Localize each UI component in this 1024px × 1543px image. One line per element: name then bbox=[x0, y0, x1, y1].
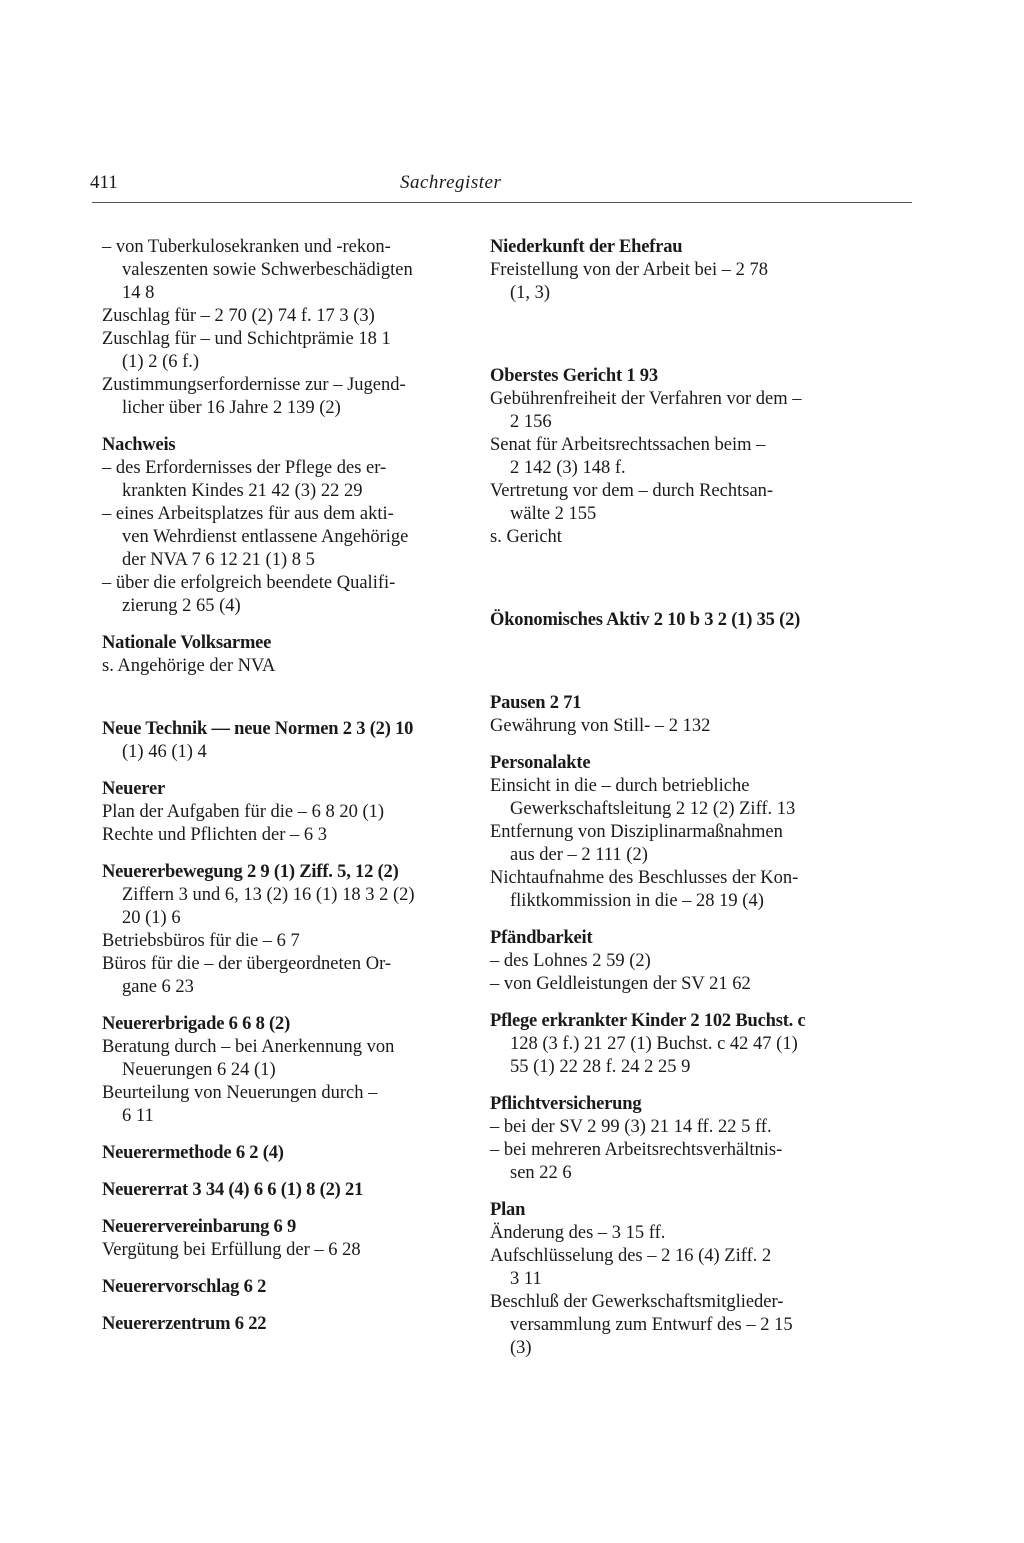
index-line: Neuerungen 6 24 (1) bbox=[122, 1060, 276, 1080]
index-line: zierung 2 65 (4) bbox=[122, 596, 241, 616]
index-line: Beurteilung von Neuerungen durch – bbox=[102, 1083, 378, 1103]
index-heading: Neue Technik — neue Normen 2 3 (2) 10 bbox=[102, 719, 414, 739]
index-heading: Neuererrat 3 34 (4) 6 6 (1) 8 (2) 21 bbox=[102, 1180, 364, 1200]
index-line: Nichtaufnahme des Beschlusses der Kon- bbox=[490, 868, 799, 888]
index-line: ven Wehrdienst entlassene Angehörige bbox=[122, 527, 409, 547]
index-heading: Neuererzentrum 6 22 bbox=[102, 1314, 267, 1334]
index-line: Beratung durch – bei Anerkennung von bbox=[102, 1037, 395, 1057]
index-entry bbox=[490, 692, 824, 738]
index-line: s. Angehörige der NVA bbox=[102, 656, 276, 676]
running-head: Sachregister bbox=[400, 172, 502, 193]
index-line: versammlung zum Entwurf des – 2 15 bbox=[510, 1315, 793, 1335]
index-heading: Neuerermethode 6 2 (4) bbox=[102, 1143, 284, 1163]
index-heading: Nationale Volksarmee bbox=[102, 633, 272, 653]
index-line: 3 11 bbox=[510, 1269, 542, 1289]
index-heading: Neuererbrigade 6 6 8 (2) bbox=[102, 1014, 291, 1034]
entry-spacer bbox=[490, 646, 824, 692]
index-line: Zuschlag für – 2 70 (2) 74 f. 17 3 (3) bbox=[102, 306, 375, 326]
index-heading: Neuererbewegung 2 9 (1) Ziff. 5, 12 (2) bbox=[102, 862, 399, 882]
index-line: Entfernung von Disziplinarmaßnahmen bbox=[490, 822, 783, 842]
index-line: 2 156 bbox=[510, 412, 552, 432]
index-line: Gewährung von Still- – 2 132 bbox=[490, 716, 711, 736]
index-line: – von Geldleistungen der SV 21 62 bbox=[490, 974, 751, 994]
index-line: Beschluß der Gewerkschaftsmitglieder- bbox=[490, 1292, 784, 1312]
index-line: Gewerkschaftsleitung 2 12 (2) Ziff. 13 bbox=[510, 799, 796, 819]
index-heading: Pflege erkrankter Kinder 2 102 Buchst. c bbox=[490, 1011, 806, 1031]
index-entry bbox=[490, 1093, 824, 1185]
index-line: der NVA 7 6 12 21 (1) 8 5 bbox=[122, 550, 315, 570]
index-line: Senat für Arbeitsrechtssachen beim – bbox=[490, 435, 766, 455]
index-line: Änderung des – 3 15 ff. bbox=[490, 1223, 666, 1243]
index-line: s. Gericht bbox=[490, 527, 562, 547]
index-line: (1) 46 (1) 4 bbox=[122, 742, 207, 762]
index-line: 6 11 bbox=[122, 1106, 154, 1126]
index-line: 55 (1) 22 28 f. 24 2 25 9 bbox=[510, 1057, 691, 1077]
index-entry bbox=[490, 609, 824, 632]
index-line: 20 (1) 6 bbox=[122, 908, 181, 928]
index-heading: Oberstes Gericht 1 93 bbox=[490, 366, 658, 386]
entry-spacer bbox=[490, 319, 824, 365]
index-entry bbox=[102, 236, 436, 420]
index-entry bbox=[102, 718, 436, 764]
index-entry bbox=[490, 365, 824, 549]
index-line: Vertretung vor dem – durch Rechtsan- bbox=[490, 481, 774, 501]
index-line: aus der – 2 111 (2) bbox=[510, 845, 648, 865]
index-entry bbox=[490, 1010, 824, 1079]
entry-spacer bbox=[102, 692, 436, 718]
index-column-right bbox=[490, 236, 824, 1374]
index-line: Rechte und Pflichten der – 6 3 bbox=[102, 825, 328, 845]
index-line: – eines Arbeitsplatzes für aus dem akti- bbox=[102, 504, 394, 524]
index-heading: Pflichtversicherung bbox=[490, 1094, 642, 1114]
index-entry bbox=[102, 1216, 436, 1262]
index-line: Vergütung bei Erfüllung der – 6 28 bbox=[102, 1240, 361, 1260]
index-line: (1) 2 (6 f.) bbox=[122, 352, 200, 372]
index-heading: Ökonomisches Aktiv 2 10 b 3 2 (1) 35 (2) bbox=[490, 610, 801, 630]
index-entry bbox=[102, 1013, 436, 1128]
index-line: valeszenten sowie Schwerbeschädigten bbox=[122, 260, 413, 280]
index-heading: Pfändbarkeit bbox=[490, 928, 593, 948]
index-line: – von Tuberkulosekranken und -rekon- bbox=[102, 237, 391, 257]
index-entry bbox=[102, 861, 436, 999]
index-column-left bbox=[102, 236, 436, 1350]
page-header bbox=[90, 172, 910, 204]
index-line: Einsicht in die – durch betriebliche bbox=[490, 776, 750, 796]
index-line: 128 (3 f.) 21 27 (1) Buchst. c 42 47 (1) bbox=[510, 1034, 798, 1054]
index-line: gane 6 23 bbox=[122, 977, 194, 997]
index-line: (1, 3) bbox=[510, 283, 551, 303]
index-line: wälte 2 155 bbox=[510, 504, 597, 524]
index-line: Zustimmungserfordernisse zur – Jugend- bbox=[102, 375, 406, 395]
index-line: Plan der Aufgaben für die – 6 8 20 (1) bbox=[102, 802, 385, 822]
index-entry bbox=[490, 927, 824, 996]
index-entry bbox=[490, 752, 824, 913]
index-line: Ziffern 3 und 6, 13 (2) 16 (1) 18 3 2 (2) bbox=[122, 885, 415, 905]
index-line: Büros für die – der übergeordneten Or- bbox=[102, 954, 392, 974]
index-heading: Personalakte bbox=[490, 753, 591, 773]
entry-spacer bbox=[490, 563, 824, 609]
index-line: Freistellung von der Arbeit bei – 2 78 bbox=[490, 260, 768, 280]
index-line: – des Erfordernisses der Pflege des er- bbox=[102, 458, 387, 478]
index-line: krankten Kindes 21 42 (3) 22 29 bbox=[122, 481, 363, 501]
index-entry bbox=[102, 632, 436, 678]
page-number: 411 bbox=[90, 172, 118, 193]
index-heading: Niederkunft der Ehefrau bbox=[490, 237, 683, 257]
index-entry bbox=[490, 236, 824, 305]
index-line: 2 142 (3) 148 f. bbox=[510, 458, 626, 478]
index-entry bbox=[102, 1179, 436, 1202]
index-line: – bei der SV 2 99 (3) 21 14 ff. 22 5 ff. bbox=[490, 1117, 772, 1137]
header-rule bbox=[92, 202, 912, 203]
index-line: – bei mehreren Arbeitsrechtsverhältnis- bbox=[490, 1140, 783, 1160]
index-entry bbox=[102, 1313, 436, 1336]
index-heading: Pausen 2 71 bbox=[490, 693, 582, 713]
index-line: licher über 16 Jahre 2 139 (2) bbox=[122, 398, 341, 418]
index-line: (3) bbox=[510, 1338, 532, 1358]
index-line: Gebührenfreiheit der Verfahren vor dem – bbox=[490, 389, 802, 409]
index-line: – über die erfolgreich beendete Qualifi- bbox=[102, 573, 396, 593]
index-heading: Plan bbox=[490, 1200, 526, 1220]
index-entry bbox=[102, 1142, 436, 1165]
index-line: – des Lohnes 2 59 (2) bbox=[490, 951, 651, 971]
index-heading: Neuerervorschlag 6 2 bbox=[102, 1277, 267, 1297]
index-line: fliktkommission in die – 28 19 (4) bbox=[510, 891, 764, 911]
index-entry bbox=[102, 778, 436, 847]
index-heading: Nachweis bbox=[102, 435, 176, 455]
index-line: sen 22 6 bbox=[510, 1163, 572, 1183]
index-heading: Neuerervereinbarung 6 9 bbox=[102, 1217, 297, 1237]
index-entry bbox=[102, 434, 436, 618]
index-line: 14 8 bbox=[122, 283, 155, 303]
index-entry bbox=[490, 1199, 824, 1360]
index-heading: Neuerer bbox=[102, 779, 165, 799]
index-line: Zuschlag für – und Schichtprämie 18 1 bbox=[102, 329, 391, 349]
index-line: Betriebsbüros für die – 6 7 bbox=[102, 931, 300, 951]
index-line: Aufschlüsselung des – 2 16 (4) Ziff. 2 bbox=[490, 1246, 772, 1266]
index-entry bbox=[102, 1276, 436, 1299]
